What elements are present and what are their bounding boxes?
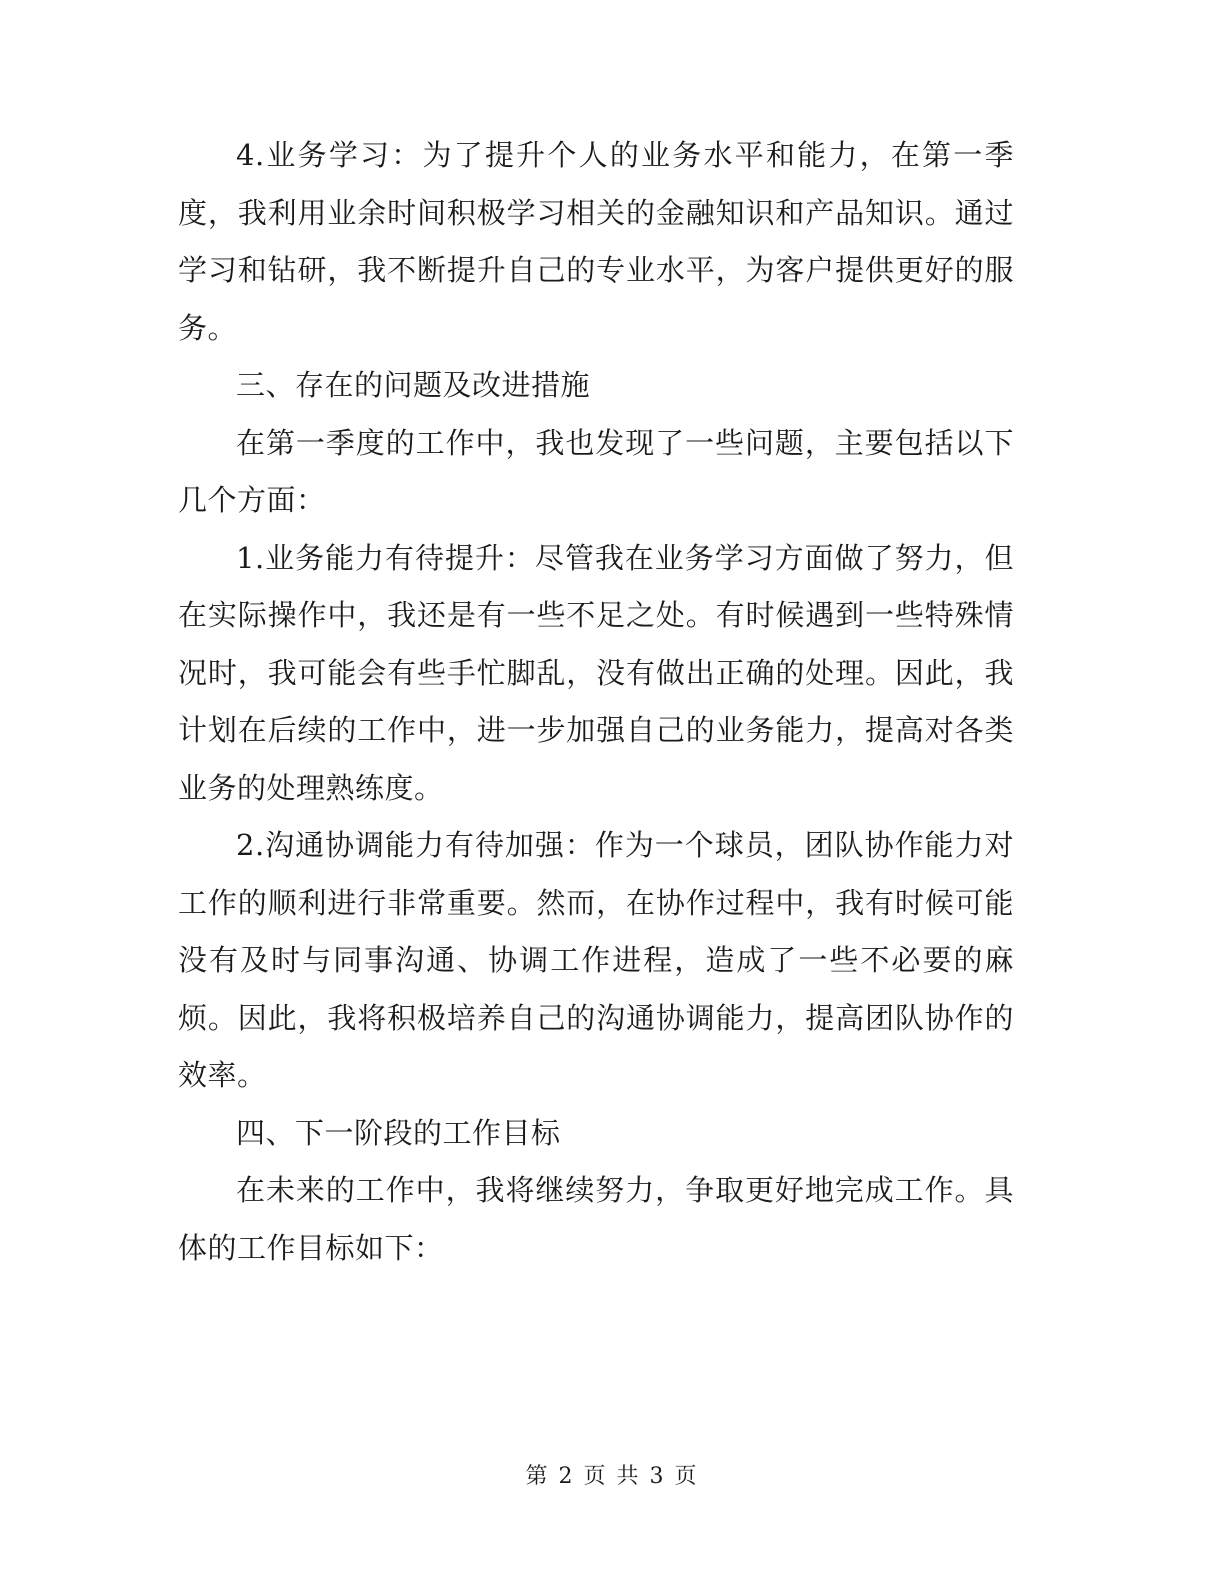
- paragraph-communication: 2.沟通协调能力有待加强：作为一个球员，团队协作能力对工作的顺利进行非常重要。然而，在协作过程中，我有时候可能没有及时与同事沟通、协调工作进程，造成了一些不必要的麻烦。因此，我将积极培养自己的沟通协调能力，提高团队协作的效率。: [178, 828, 1014, 1092]
- paragraph-problems-intro: 在第一季度的工作中，我也发现了一些问题，主要包括以下几个方面：: [178, 425, 1014, 517]
- section-heading-problems: 三、存在的问题及改进措施: [236, 368, 591, 402]
- paragraph-goals-intro: 在未来的工作中，我将继续努力，争取更好地完成工作。具体的工作目标如下：: [178, 1173, 1014, 1265]
- paragraph-business-ability: 1.业务能力有待提升：尽管我在业务学习方面做了努力，但在实际操作中，我还是有一些不足之处。有时候遇到一些特殊情况时，我可能会有些手忙脚乱，没有做出正确的处理。因此，我计划在后续的工作中，进一步加强自己的业务能力，提高对各类业务的处理熟练度。: [178, 540, 1014, 805]
- paragraph-business-study: 4.业务学习：为了提升个人的业务水平和能力，在第一季度，我利用业余时间积极学习相关的金融知识和产品知识。通过学习和钻研，我不断提升自己的专业水平，为客户提供更好的服务。: [178, 138, 1014, 345]
- document-body: [178, 127, 1014, 1277]
- page-number-footer: 第 2 页 共 3 页: [525, 1464, 699, 1489]
- section-heading-next-goals: 四、下一阶段的工作目标: [236, 1115, 561, 1150]
